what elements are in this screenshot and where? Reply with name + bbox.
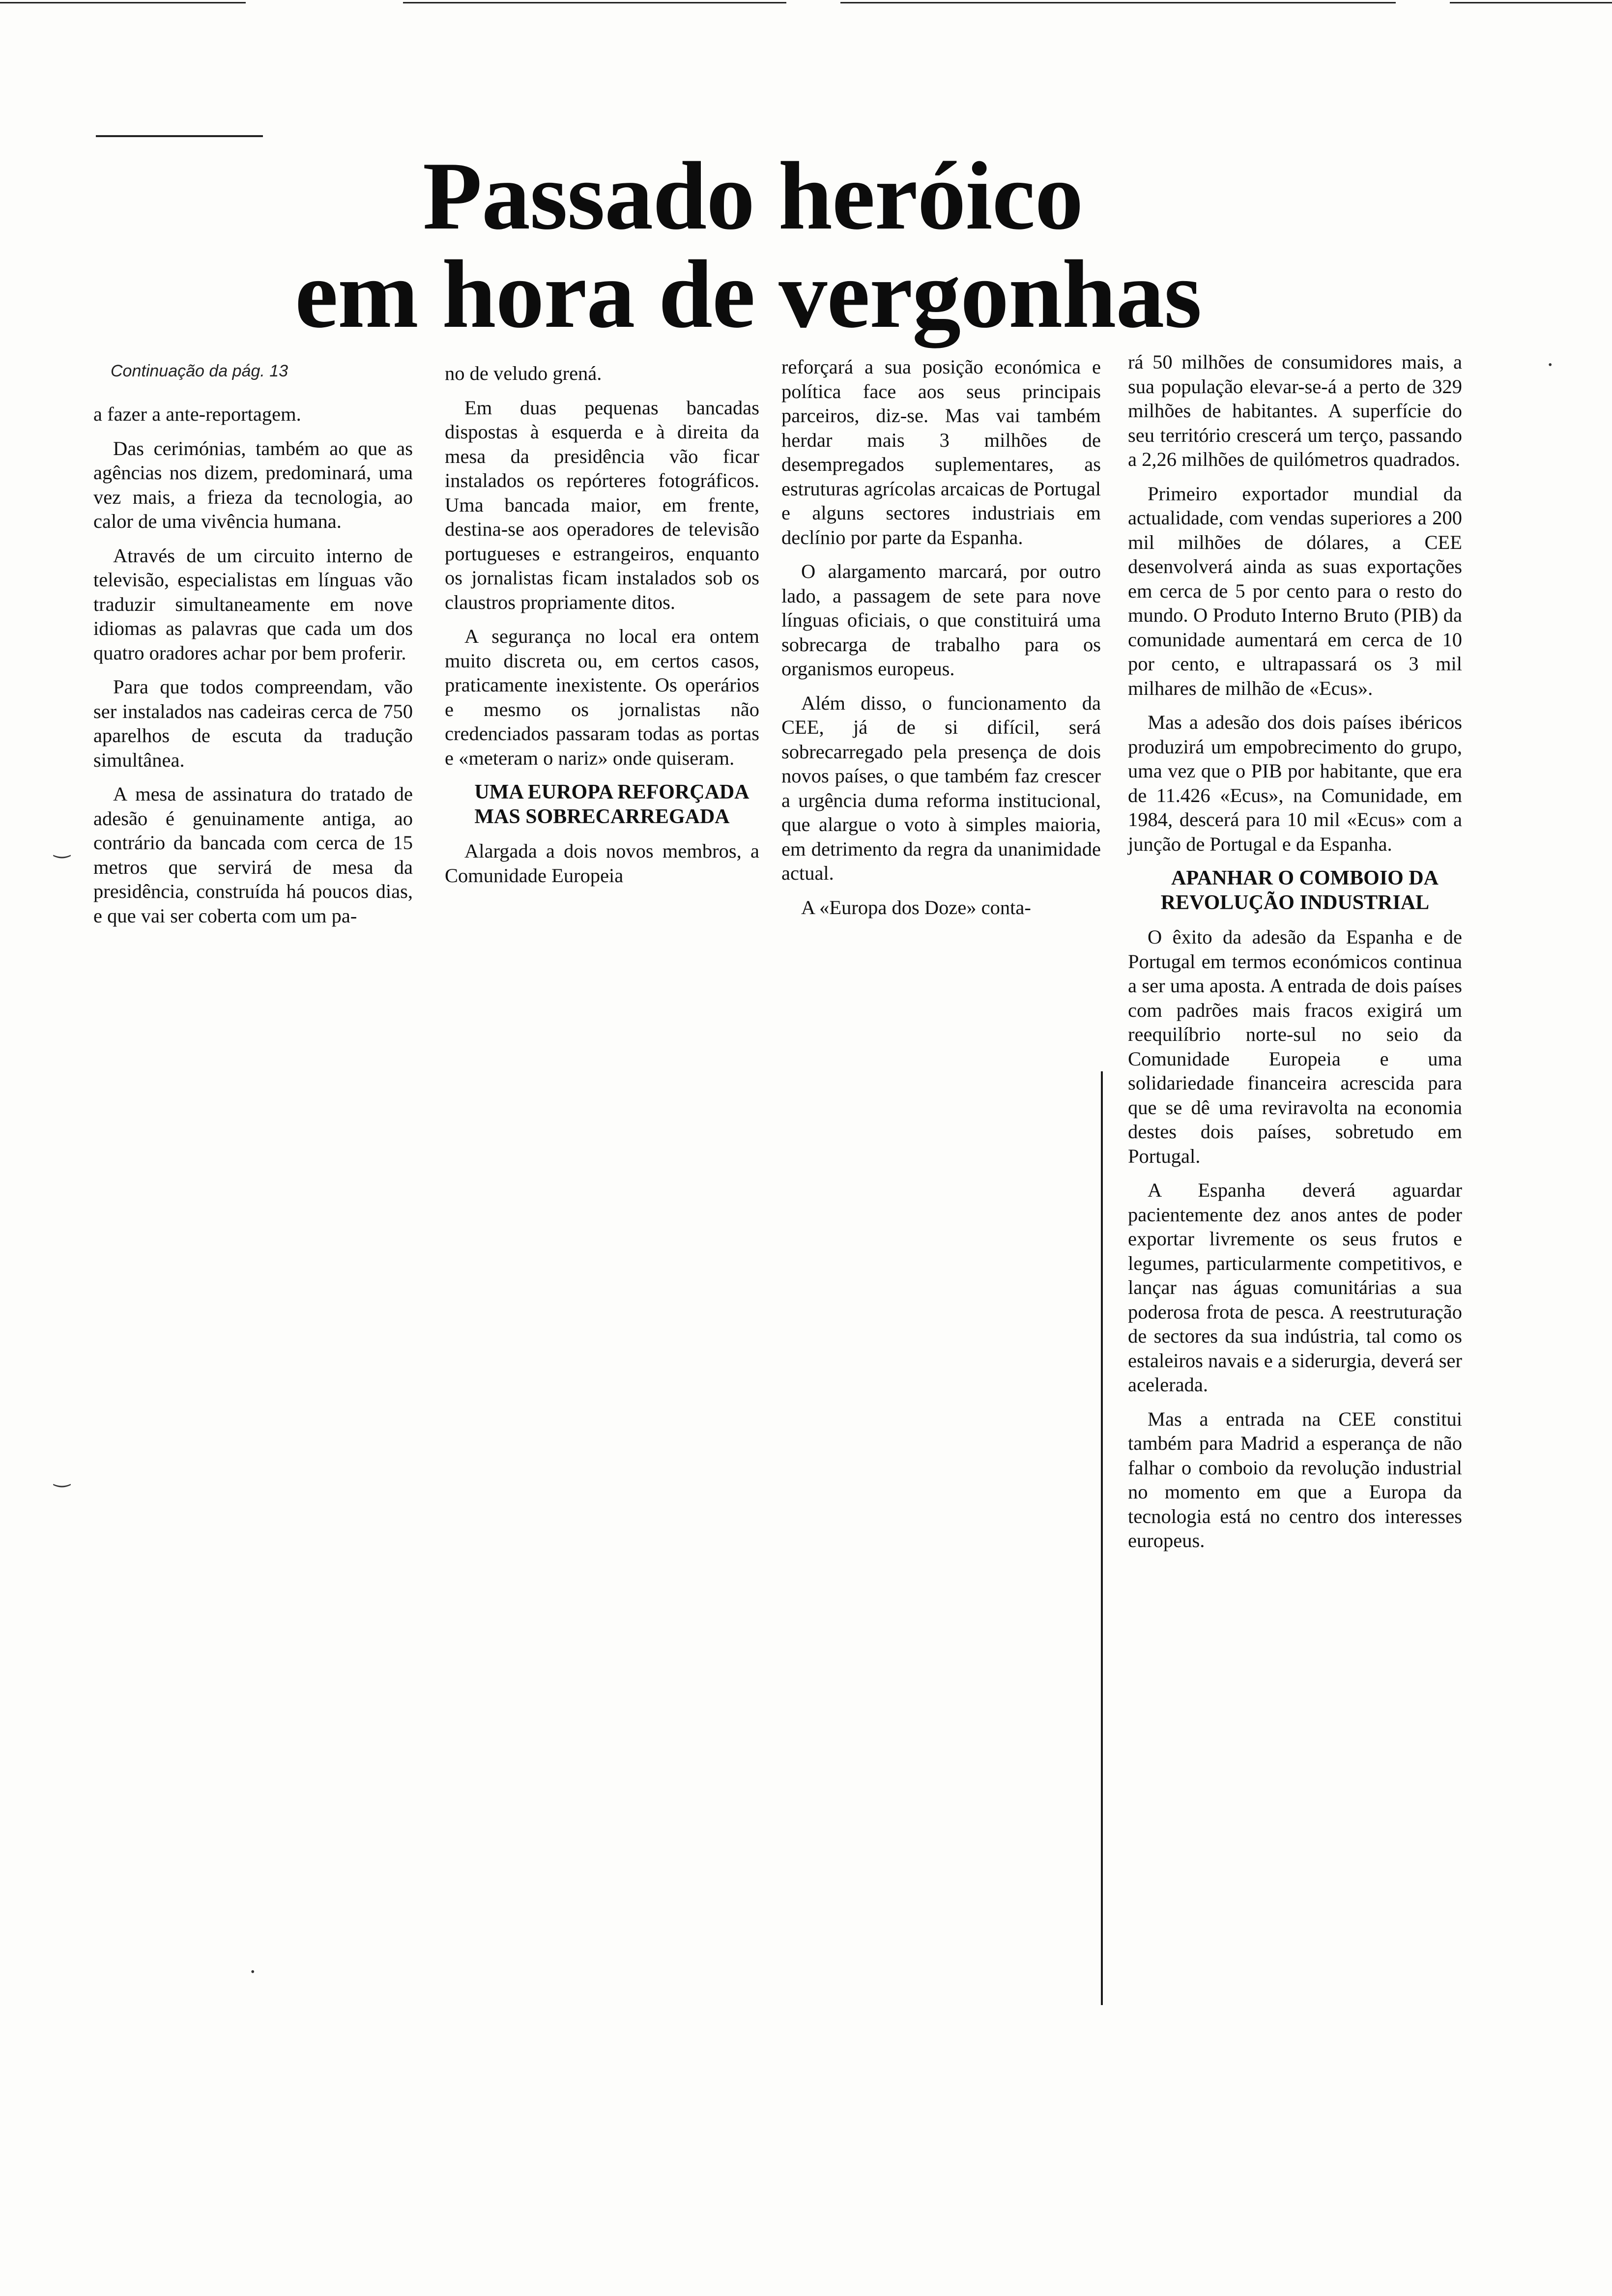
paragraph: Em duas pequenas bancadas dispostas à esquerda e à direita da mesa da presidência vão ficar instalados os repórteres fotográficos. Uma bancada maior, em frente, destina-se aos operadores de televisão portugueses e estrangeiros, enquanto os jornalistas ficam instalados sob os claustros propriamente ditos. (445, 396, 759, 613)
paragraph: a fazer a ante-reportagem. (93, 403, 301, 425)
scan-mark: • (251, 1966, 255, 1979)
headline-line-1: Passado heróico (423, 142, 1083, 250)
column-divider-line (1101, 1071, 1103, 2005)
headline-line-2: em hora de vergonhas (295, 240, 1202, 348)
paragraph: Mas a adesão dos dois países ibéricos produzirá um empobrecimento do grupo, uma vez que o PIB por habitante, que era de 11.426 «Ecus», na Comunidade, em 1984, descerá para 10 mil «Ecus» com a junção de Portugal e da Espanha. (1128, 711, 1462, 855)
headline-rule (96, 135, 263, 137)
paragraph: A «Europa dos Doze» conta- (801, 896, 1031, 918)
paragraph: rá 50 milhões de consumidores mais, a sua população elevar-se-á a perto de 329 milhões de habitantes. A superfície do seu território crescerá um terço, passando a 2,26 milhões de quilómetros quadrados. (1128, 351, 1462, 470)
article-column-3 (781, 355, 1101, 929)
paragraph: Além disso, o funcionamento da CEE, já de si difícil, será sobrecarregado pela presença de dois novos países, o que também faz crescer a urgência duma reforma institucional, que alargue o voto à simples maioria, em detrimento da regra da unanimidade actual. (781, 691, 1101, 884)
article-column-1 (93, 402, 413, 938)
paragraph: Para que todos compreendam, vão ser instalados nas cadeiras cerca de 750 aparelhos de escuta da tradução simultânea. (93, 676, 413, 771)
paragraph: O êxito da adesão da Espanha e de Portugal em termos económicos continua a ser uma aposta. A entrada de dois países com padrões mais fracos exigirá um reequilíbrio norte-sul no seio da Comunidade Europeia e uma solidariedade financeira acrescida para que se dê uma reviravolta na economia destes dois países, sobretudo em Portugal. (1128, 926, 1462, 1167)
paragraph: O alargamento marcará, por outro lado, a passagem de sete para nove línguas oficiais, o que constituirá uma sobrecarga de trabalho para os organismos europeus. (781, 560, 1101, 680)
paragraph: A mesa de assinatura do tratado de adesão é genuinamente antiga, ao contrário da bancada com cerca de 15 metros que servirá de mesa da presidência, construída há poucos dias, e que vai ser coberta com um pa- (93, 783, 413, 927)
top-rule (1450, 2, 1612, 3)
scan-mark: ‿ (54, 836, 70, 858)
paragraph: A Espanha deverá aguardar pacientemente dez anos antes de poder exportar livremente os seus frutos e legumes, particularmente competitivos, e lançar nas águas comunitárias a sua poderosa frota de pesca. A reestruturação de sectores da sua indústria, tal como os estaleiros navais e a siderurgia, deverá ser acelerada. (1128, 1179, 1462, 1396)
top-rule (0, 2, 246, 3)
section-subhead: UMA EUROPA REFORÇADA MAS SOBRECARREGADA (474, 781, 749, 828)
scan-mark: • (1548, 359, 1553, 372)
top-rule (403, 2, 786, 3)
continuation-note: Continuação da pág. 13 (111, 362, 288, 380)
paragraph: Através de um circuito interno de televisão, especialistas em línguas vão traduzir simultaneamente em nove idiomas as palavras que cada um dos quatro oradores achar por bem proferir. (93, 544, 413, 664)
paragraph: Primeiro exportador mundial da actualidade, com vendas superiores a 200 mil milhões de dólares, a CEE desenvolverá ainda as suas exportações em cerca de 5 por cento para o resto do mundo. O Produto Interno Bruto (PIB) da comunidade aumentará em cerca de 10 por cento, e ultrapassará os 3 mil milhares de milhão de «Ecus». (1128, 482, 1462, 699)
article-column-4 (1128, 350, 1462, 1563)
paragraph: no de veludo grená. (445, 362, 602, 384)
paragraph: Mas a entrada na CEE constitui também para Madrid a esperança de não falhar o comboio da revolução industrial no momento em que a Europa da tecnologia está no centro dos interesses europeus. (1128, 1407, 1462, 1551)
scan-mark: ‿ (54, 1465, 70, 1487)
paragraph: Alargada a dois novos membros, a Comunidade Europeia (445, 840, 759, 887)
top-rule (840, 2, 1396, 3)
paragraph: reforçará a sua posição económica e política face aos seus principais parceiros, diz-se. Mas vai também herdar mais 3 milhões de desempregados suplementares, as estruturas agrícolas arcaicas de Portugal e alguns sectores industriais em declínio por parte da Espanha. (781, 356, 1101, 548)
paragraph: Das cerimónias, também ao que as agências nos dizem, predominará, uma vez mais, a frieza da tecnologia, ao calor de uma vivência humana. (93, 437, 413, 532)
section-subhead: APANHAR O COMBOIO DA REVOLUÇÃO INDUSTRIAL (1160, 867, 1439, 914)
paragraph: A segurança no local era ontem muito discreta ou, em certos casos, praticamente inexistente. Os operários e mesmo os jornalistas não credenciados passaram todas as portas e «meteram o nariz» onde quiseram. (445, 625, 759, 769)
article-column-2 (445, 361, 759, 897)
